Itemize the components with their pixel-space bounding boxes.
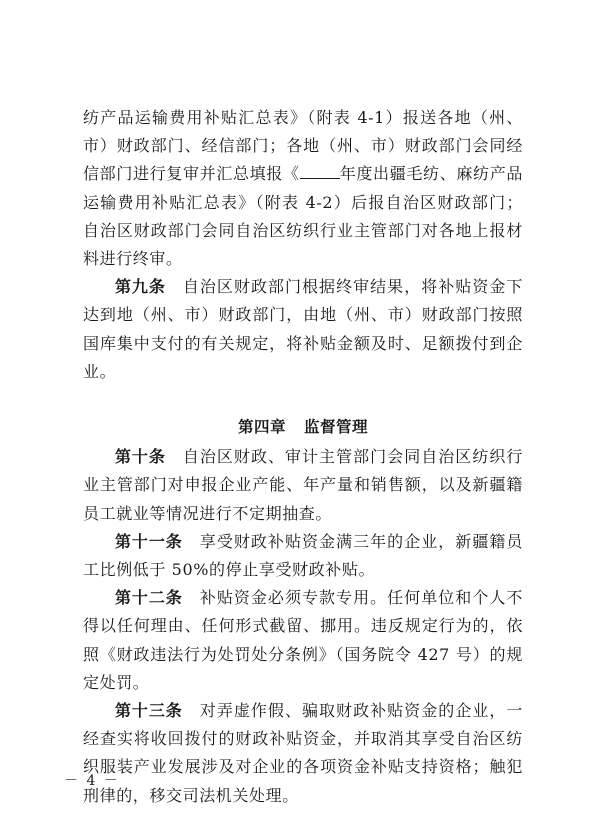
article-13-label: 第十三条 xyxy=(115,701,183,721)
article-10 xyxy=(83,443,523,528)
paragraph-text-part1: 纺产品运输费用补贴汇总表》（附表 4-1）报送各地（州、市）财政部门、经信部门；各地（州、市）财政部门会同经信部门进行复审并汇总填报《 xyxy=(83,108,523,184)
article-9-text: 自治区财政部门根据终审结果，将补贴资金下达到地（州、市）财政部门，由地（州、市）财政部门按照国库集中支付的有关规定，将补贴金额及时、足额拨付到企业。 xyxy=(83,277,523,381)
paragraph-text-part2: 年度出疆毛纺、麻纺产品运输费用补贴汇总表》（附表 4-2）后报自治区财政部门；自治区财政部门会同自治区纺织行业主管部门对各地上报材料进行终审。 xyxy=(83,164,523,269)
paragraph-continuation xyxy=(83,104,523,273)
chapter-title: 监督管理 xyxy=(304,418,369,437)
article-9 xyxy=(83,273,523,386)
article-9-label: 第九条 xyxy=(115,277,166,297)
article-13-text: 对弄虚作假、骗取财政补贴资金的企业，一经查实将收回拨付的财政补贴资金，并取消其享受自治区纺织服装产业发展涉及对企业的各项资金补贴支持资格；触犯刑律的，移交司法机关处理。 xyxy=(83,701,523,805)
article-10-text: 自治区财政、审计主管部门会同自治区纺织行业主管部门对申报企业产能、年产量和销售额，以及新疆籍员工就业等情况进行不定期抽查。 xyxy=(83,447,523,523)
article-11-text: 享受财政补贴资金满三年的企业，新疆籍员工比例低于 50%的停止享受财政补贴。 xyxy=(83,531,523,580)
article-10-label: 第十条 xyxy=(115,447,166,467)
document-body xyxy=(83,104,523,810)
article-12-text: 补贴资金必须专款专用。任何单位和个人不得以任何理由、任何形式截留、挪用。违反规定行为的，依照《财政违法行为处罚处分条例》（国务院令 427 号）的规定处罚。 xyxy=(83,588,523,692)
article-12 xyxy=(83,584,523,697)
article-11-label: 第十一条 xyxy=(115,531,183,551)
chapter-number: 第四章 xyxy=(237,418,286,437)
chapter-heading xyxy=(83,413,523,441)
article-12-label: 第十二条 xyxy=(115,588,183,608)
article-13 xyxy=(83,697,523,810)
blank-year-field xyxy=(300,164,340,179)
page-number: － 4 － xyxy=(64,773,120,789)
article-11 xyxy=(83,528,523,584)
